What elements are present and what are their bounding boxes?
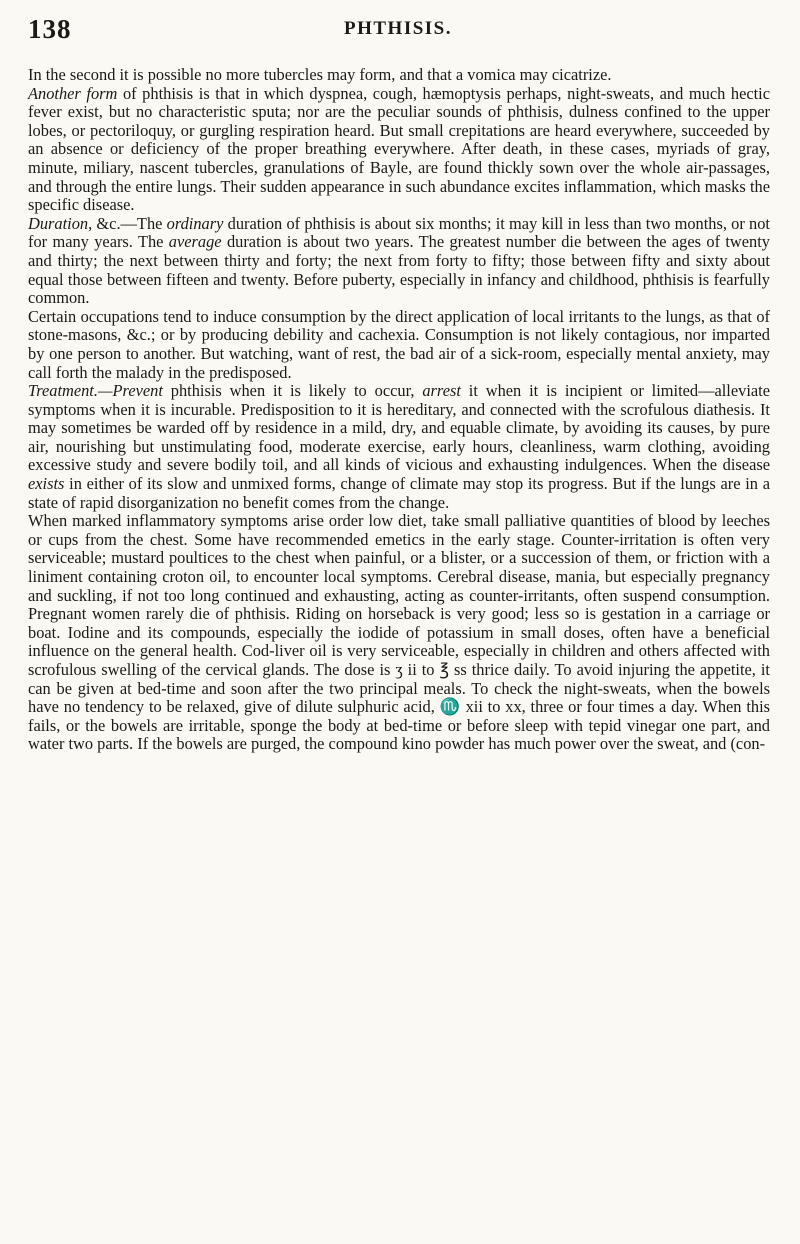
italic-term: average <box>168 232 222 252</box>
page-header <box>28 14 768 48</box>
body-text <box>28 66 770 754</box>
text-run: In the second it is possible no more tubercles may form, and that a vomica may cicatrize. <box>28 65 612 84</box>
paragraph-lead: Duration, <box>28 213 93 233</box>
italic-term: ordinary <box>166 213 224 233</box>
text-run: duration of phthisis is about six months; it may kill in less than two months, or not for many years. The <box>28 213 770 252</box>
running-head: PHTHISIS. <box>343 18 452 39</box>
paragraph <box>28 308 770 382</box>
page-number: 138 <box>28 14 72 44</box>
text-run: of phthisis is that in which dyspnea, cough, hæmoptysis perhaps, night-sweats, and much hectic fever exist, but no characteristic sputa; nor are the peculiar sounds of phthisis, dulness confined to the upper lobes, or pectoriloquy, or gurgling respiration heard. But small crepitations are heard everywhere, succeeded by an absence or deficiency of the proper breathing everywhere. After death, in these cases, myriads of gray, minute, miliary, nascent tubercles, granulations of Bayle, are found thickly sown over the whole air-passages, and through the entire lungs. Their sudden appearance in such abundance excites inflammation, which masks the specific disease. <box>28 83 770 215</box>
text-run: it when it is incipient or limited—alleviate symptoms when it is incurable. Predisposition to it is hereditary, and connected with the scrofulous diathesis. It may sometimes be warded off by residence in a mild, dry, and equable climate, by avoiding its causes, by pure air, nourishing but unstimulating food, moderate exercise, early hours, cleanliness, warm clothing, avoiding excessive study and severe bodily toil, and all kinds of vicious and exhausting indulgences. When the disease <box>28 381 770 475</box>
paragraph <box>28 512 770 754</box>
italic-term: exists <box>28 474 65 494</box>
paragraph <box>28 85 770 215</box>
text-run: &c.—The <box>92 213 167 233</box>
paragraph <box>28 215 770 308</box>
paragraph <box>28 382 770 512</box>
text-run: When marked inflammatory symptoms arise order low diet, take small palliative quantities of blood by leeches or cups from the chest. Some have recommended emetics in the early stage. Counter-irritation is often very serviceable; mustard poultices to the chest when painful, or a blister, or a succession of them, or friction with a liniment containing croton oil, to encounter local symptoms. Cerebral disease, mania, but especially pregnancy and suckling, if not too long continued and exhausting, acting as counter-irritants, often suspend consumption. Pregnant women rarely die of phthisis. Riding on horseback is very good; less so is gestation in a carriage or boat. Iodine and its compounds, especially the iodide of potassium in small doses, often have a beneficial influence on the general health. Cod-liver oil is very serviceable, especially in children and others affected with scrofulous swelling of the cervical glands. The dose is ʒ ii to ℥ ss thrice daily. To avoid injuring the appetite, it can be given at bed-time and soon after the two principal meals. To check the night-sweats, when the bowels have no tendency to be relaxed, give of dilute sulphuric acid, ♏ xii to xx, three or four times a day. When this fails, or the bowels are irritable, sponge the body at bed-time or before sleep with tepid vinegar one part, and water two parts. If the bowels are purged, the compound kino powder has much power over the sweat, and (con- <box>28 511 770 754</box>
paragraph-lead: Another form <box>28 83 118 103</box>
text-run: in either of its slow and unmixed forms, change of climate may stop its progress. But if the lungs are in a state of rapid disorganization no benefit comes from the change. <box>28 474 770 512</box>
italic-term: arrest <box>422 381 461 401</box>
text-run: duration is about two years. The greatest number die between the ages of twenty and thirty; the next between thirty and forty; the next from forty to fifty; those between fifty and sixty about equal those between fifteen and twenty. Before puberty, especially in infancy and childhood, phthisis is fearfully common. <box>28 232 770 308</box>
text-run: Certain occupations tend to induce consumption by the direct application of local irritants to the lungs, as that of stone-masons, &c.; or by producing debility and cachexia. Consumption is not likely contagious, nor imparted by one person to another. But watching, want of rest, the bad air of a sick-room, especially mental anxiety, may call forth the malady in the predisposed. <box>28 306 770 382</box>
text-run: phthisis when it is likely to occur, <box>162 381 423 401</box>
paragraph-lead: Treatment.—Prevent <box>28 381 163 401</box>
paragraph <box>28 66 770 85</box>
